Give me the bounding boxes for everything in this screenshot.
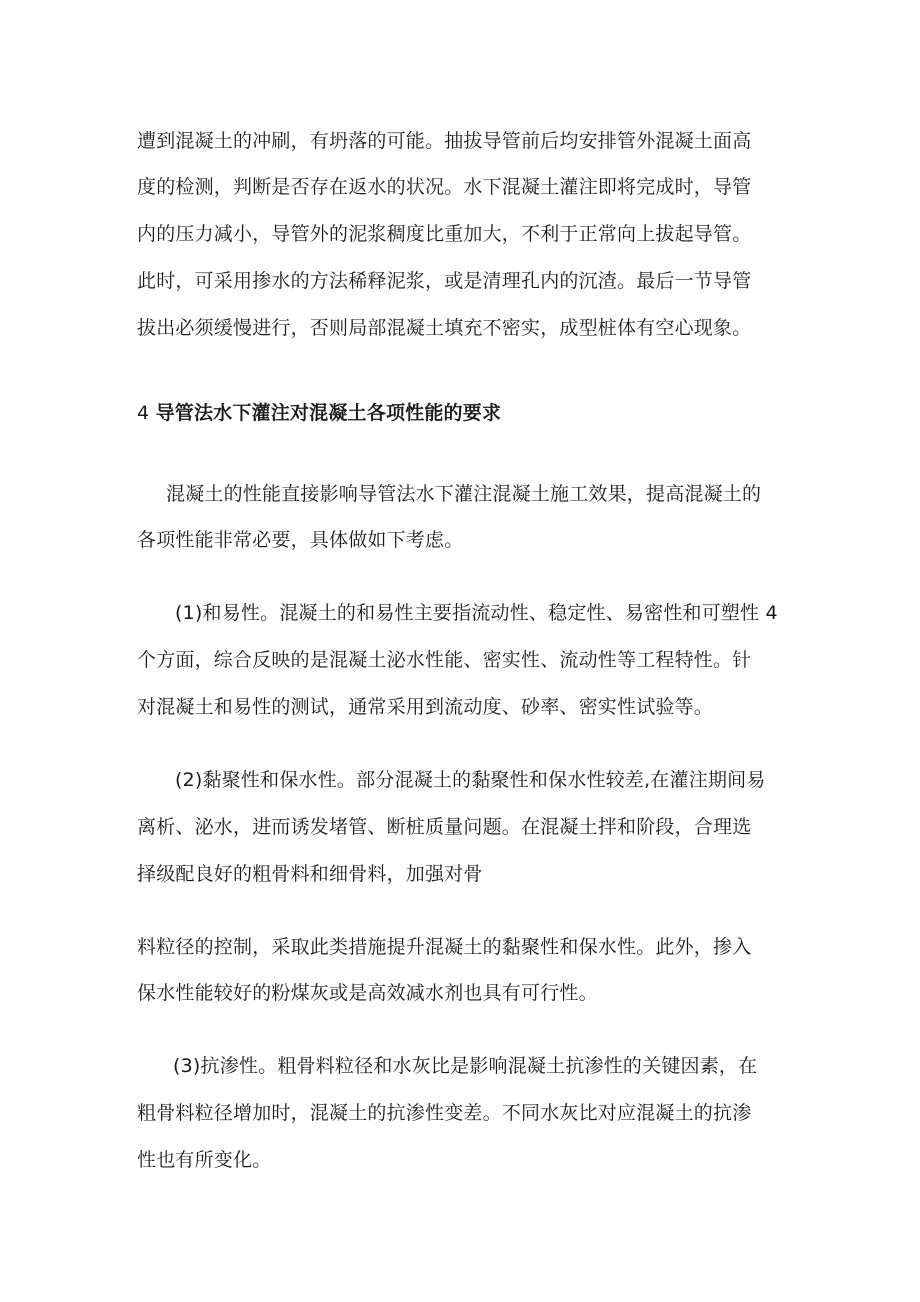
para5-line-2: 保水性能较好的粉煤灰或是高效减水剂也具有可行性。 [137, 982, 598, 1004]
para3-line-2: 个方面，综合反映的是混凝土泌水性能、密实性、流动性等工程特性。针 [137, 649, 752, 671]
para1-line-2: 度的检测，判断是否存在返水的状况。水下混凝土灌注即将完成时，导管 [137, 176, 752, 198]
para6-line-1: (3)抗渗性。粗骨料粒径和水灰比是影响混凝土抗渗性的关键因素，在 [173, 1055, 758, 1077]
section-number: 4 [137, 402, 150, 424]
section-heading [137, 400, 501, 426]
section-title: 导管法水下灌注对混凝土各项性能的要求 [155, 402, 502, 424]
para2-line-1: 混凝土的性能直接影响导管法水下灌注混凝土施工效果，提高混凝土的 [166, 483, 762, 505]
para2-line-2: 各项性能非常必要，具体做如下考虑。 [137, 529, 464, 551]
para4-line-2: 离析、泌水，进而诱发堵管、断桩质量问题。在混凝土拌和阶段，合理选 [137, 816, 752, 838]
para1-line-1: 遭到混凝土的冲刷，有坍落的可能。抽拔导管前后均安排管外混凝土面高 [137, 130, 752, 152]
para1-line-4: 此时，可采用掺水的方法稀释泥浆，或是清理孔内的沉渣。最后一节导管 [137, 270, 752, 292]
para3-line-1: (1)和易性。混凝土的和易性主要指流动性、稳定性、易密性和可塑性 4 [175, 602, 778, 624]
para4-line-1: (2)黏聚性和保水性。部分混凝土的黏聚性和保水性较差,在灌注期间易 [175, 769, 766, 791]
para3-line-3: 对混凝土和易性的测试，通常采用到流动度、砂率、密实性试验等。 [137, 696, 714, 718]
para5-line-1: 料粒径的控制，采取此类措施提升混凝土的黏聚性和保水性。此外，掺入 [137, 936, 752, 958]
para1-line-3: 内的压力减小，导管外的泥浆稠度比重加大，不利于正常向上拔起导管。 [137, 223, 752, 245]
para6-line-2: 粗骨料粒径增加时，混凝土的抗渗性变差。不同水灰比对应混凝土的抗渗 [137, 1102, 752, 1124]
para1-line-5: 拔出必须缓慢进行，否则局部混凝土填充不密实，成型桩体有空心现象。 [137, 317, 752, 339]
para4-line-3: 择级配良好的粗骨料和细骨料，加强对骨 [137, 863, 483, 885]
para6-line-3: 性也有所变化。 [137, 1149, 272, 1171]
